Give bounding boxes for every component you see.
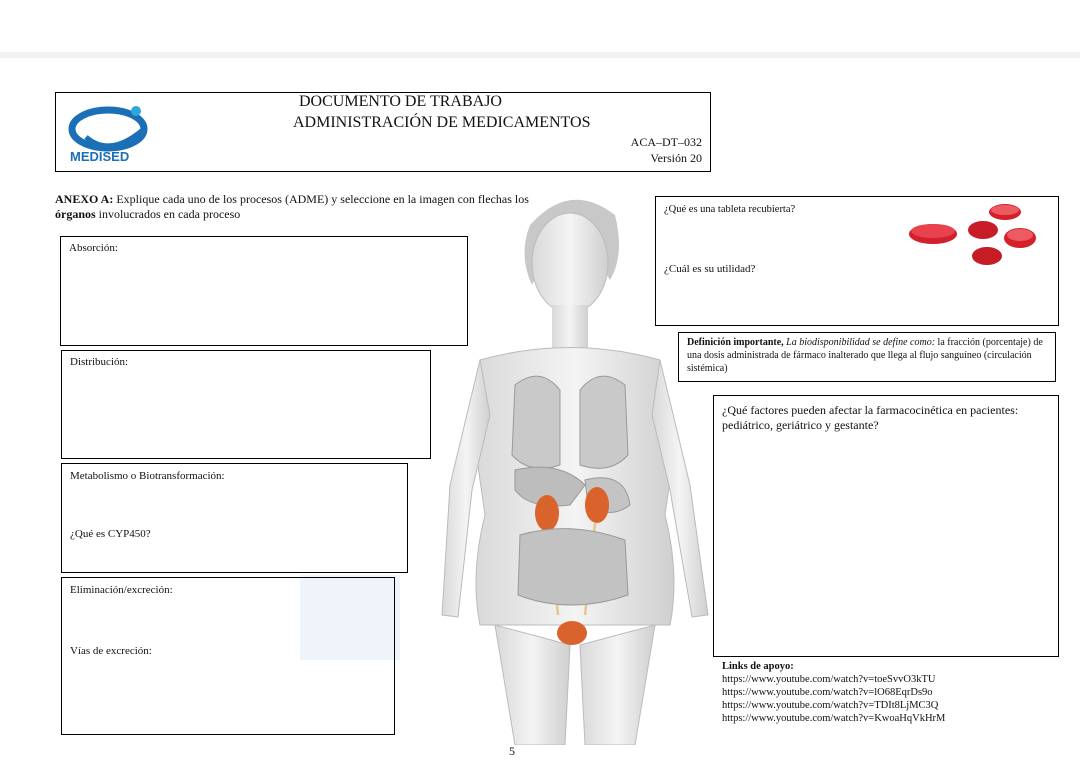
absorcion-box[interactable] — [60, 236, 468, 346]
tableta-question: ¿Qué es una tableta recubierta? — [664, 204, 796, 215]
cyp450-question: ¿Qué es CYP450? — [70, 528, 151, 540]
definition-bold: Definición importante, — [687, 337, 784, 348]
medised-logo — [66, 99, 156, 169]
metabolismo-box[interactable] — [61, 463, 408, 573]
link-item[interactable]: https://www.youtube.com/watch?v=TDIt8LjMC3Q — [722, 700, 939, 711]
instructions-prefix: ANEXO A: — [55, 192, 114, 206]
instructions-bold-word: órganos — [55, 207, 96, 221]
link-item[interactable]: https://www.youtube.com/watch?v=lO68EqrDs9o — [722, 687, 933, 698]
svg-text:MEDISED: MEDISED — [70, 149, 130, 164]
utilidad-question: ¿Cuál es su utilidad? — [664, 263, 756, 275]
vias-excrecion-label: Vías de excreción: — [70, 645, 152, 657]
factores-question: ¿Qué factores pueden afectar la farmacocinética en pacientes: pediátrico, geriátrico y gestante? — [722, 403, 1019, 432]
document-title: DOCUMENTO DE TRABAJO — [299, 93, 502, 110]
page-number: 5 — [509, 744, 515, 758]
definition-italic: La biodisponibilidad se define como: — [783, 337, 936, 348]
eliminacion-box[interactable] — [61, 577, 395, 735]
red-tablets-image — [905, 200, 1045, 270]
links-heading: Links de apoyo: — [722, 661, 794, 672]
document-subtitle: ADMINISTRACIÓN DE MEDICAMENTOS — [293, 114, 591, 131]
distribucion-box[interactable] — [61, 350, 431, 459]
link-item[interactable]: https://www.youtube.com/watch?v=KwoaHqVkHrM — [722, 713, 946, 724]
definition-box — [678, 332, 1056, 382]
document-version: Versión 20 — [650, 151, 702, 165]
factores-box[interactable] — [713, 395, 1059, 657]
link-item[interactable]: https://www.youtube.com/watch?v=toeSvvO3kTU — [722, 674, 936, 685]
viewer-top-bar — [0, 0, 1080, 58]
support-links — [722, 660, 945, 725]
definition-text: la fracción (porcentaje) de una dosis administrada de fármaco inalterado que llega al flujo sanguíneo (circulación sistémica) — [687, 337, 1043, 374]
distribucion-label: Distribución: — [70, 356, 129, 368]
instructions-text-2: involucrados en cada proceso — [95, 207, 241, 221]
document-header — [55, 92, 711, 172]
instructions-text-1: Explique cada uno de los procesos (ADME) y seleccione en la imagen con flechas los — [113, 192, 529, 206]
absorcion-label: Absorción: — [69, 242, 118, 254]
eliminacion-label: Eliminación/excreción: — [70, 584, 173, 596]
metabolismo-label: Metabolismo o Biotransformación: — [70, 470, 225, 482]
document-code: ACA–DT–032 — [630, 135, 702, 149]
